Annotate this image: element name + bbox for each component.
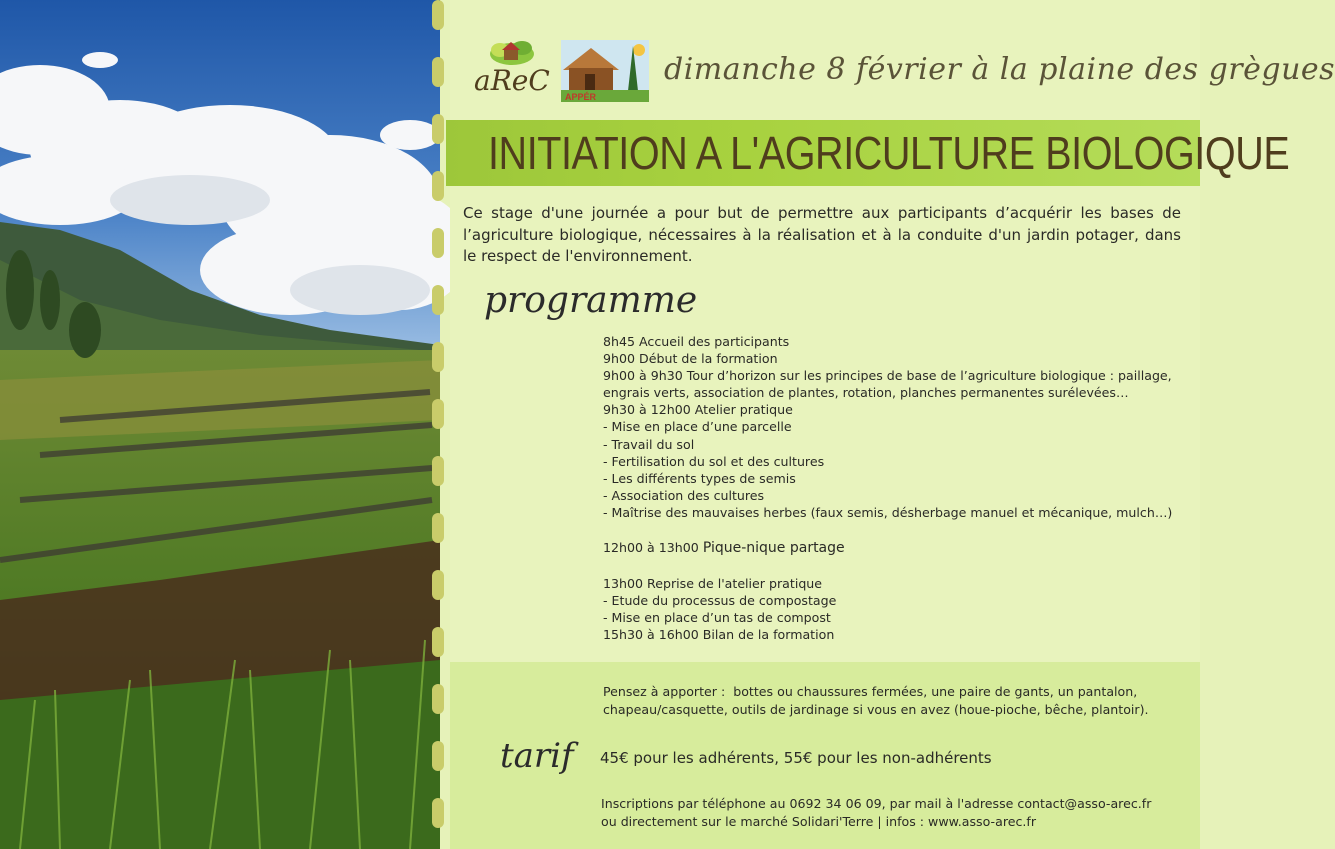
intro-paragraph: Ce stage d'une journée a pour but de permettre aux participants d’acquérir les bases de l’agriculture biologique, nécessaires à la réalisation et à la conduite d'un jardin potager, dans le respect de l'environnement. bbox=[463, 204, 1181, 265]
spacer bbox=[603, 557, 1173, 575]
bring-items: bottes ou chaussures fermées, une paire de gants, un pantalon, chapeau/casquette, outils de jardinage si vous en avez (houe-pioche, bêche, plantoir). bbox=[603, 684, 1149, 717]
schedule-item: - Fertilisation du sol et des cultures bbox=[603, 453, 825, 469]
perforation-hole bbox=[432, 171, 444, 201]
schedule-item: 8h45 Accueil des participants bbox=[603, 334, 790, 349]
schedule-item: 9h00 Début de la formation bbox=[603, 351, 778, 367]
perforation-hole bbox=[432, 285, 444, 315]
schedule-item: - Mise en place d’une parcelle bbox=[603, 419, 792, 435]
schedule-item: - Travail du sol bbox=[603, 436, 695, 452]
perforation-hole bbox=[432, 798, 444, 828]
perforation-hole bbox=[432, 342, 444, 372]
programme-schedule bbox=[603, 333, 1173, 644]
contact-line: Inscriptions par téléphone au 0692 34 06 09, par mail à l'adresse contact@asso-arec.fr bbox=[601, 796, 1152, 811]
perforation-hole bbox=[432, 456, 444, 486]
perforation-hole bbox=[432, 228, 444, 258]
schedule-item: - Maîtrise des mauvaises herbes (faux semis, désherbage manuel et mécanique, mulch…) bbox=[603, 504, 1173, 520]
page-title: INITIATION A L'AGRICULTURE BIOLOGIQUE bbox=[488, 127, 1290, 179]
perforation-hole bbox=[432, 57, 444, 87]
tarif-heading: tarif bbox=[500, 736, 574, 776]
schedule-item: - Association des cultures bbox=[603, 487, 765, 503]
lunch-item bbox=[603, 539, 1173, 557]
perforation-hole bbox=[432, 399, 444, 429]
schedule-item: 13h00 Reprise de l'atelier pratique bbox=[603, 576, 823, 592]
spacer bbox=[603, 521, 1173, 539]
apper-logo bbox=[561, 40, 649, 102]
perforation-hole bbox=[432, 0, 444, 30]
schedule-item: 9h30 à 12h00 Atelier pratique bbox=[603, 402, 793, 418]
contact-info bbox=[601, 795, 1181, 830]
lunch-name: Pique-nique partage bbox=[702, 540, 845, 557]
svg-text:APPÉR: APPÉR bbox=[565, 92, 597, 102]
tarif-text: 45€ pour les adhérents, 55€ pour les non-adhérents bbox=[600, 749, 992, 767]
schedule-item: - Les différents types de semis bbox=[603, 470, 796, 486]
programme-heading: programme bbox=[484, 280, 698, 321]
perforation-hole bbox=[432, 114, 444, 144]
perforation-hole bbox=[432, 684, 444, 714]
bring-list bbox=[603, 683, 1183, 718]
perforation-hole bbox=[432, 741, 444, 771]
schedule-item: 15h30 à 16h00 Bilan de la formation bbox=[603, 627, 835, 643]
schedule-item: 9h00 à 9h30 Tour d’horizon sur les principes de base de l’agriculture biologique : paillage, engrais verts, association de plantes, rotation, planches permanentes surélevées… bbox=[603, 368, 1172, 401]
schedule-item: - Etude du processus de compostage bbox=[603, 593, 837, 609]
svg-text:aReC: aReC bbox=[474, 64, 550, 97]
bring-label: Pensez à apporter : bbox=[603, 684, 726, 699]
perforation-hole bbox=[432, 570, 444, 600]
event-date: dimanche 8 février à la plaine des grègues bbox=[664, 52, 1335, 87]
schedule-item: - Mise en place d’un tas de compost bbox=[603, 610, 831, 626]
lunch-time: 12h00 à 13h00 bbox=[603, 540, 699, 556]
contact-line: ou directement sur le marché Solidari'Terre | infos : www.asso-arec.fr bbox=[601, 813, 1037, 829]
arec-logo bbox=[470, 38, 554, 100]
landscape-photo bbox=[0, 0, 440, 849]
perforation-hole bbox=[432, 627, 444, 657]
perforation-hole bbox=[432, 513, 444, 543]
